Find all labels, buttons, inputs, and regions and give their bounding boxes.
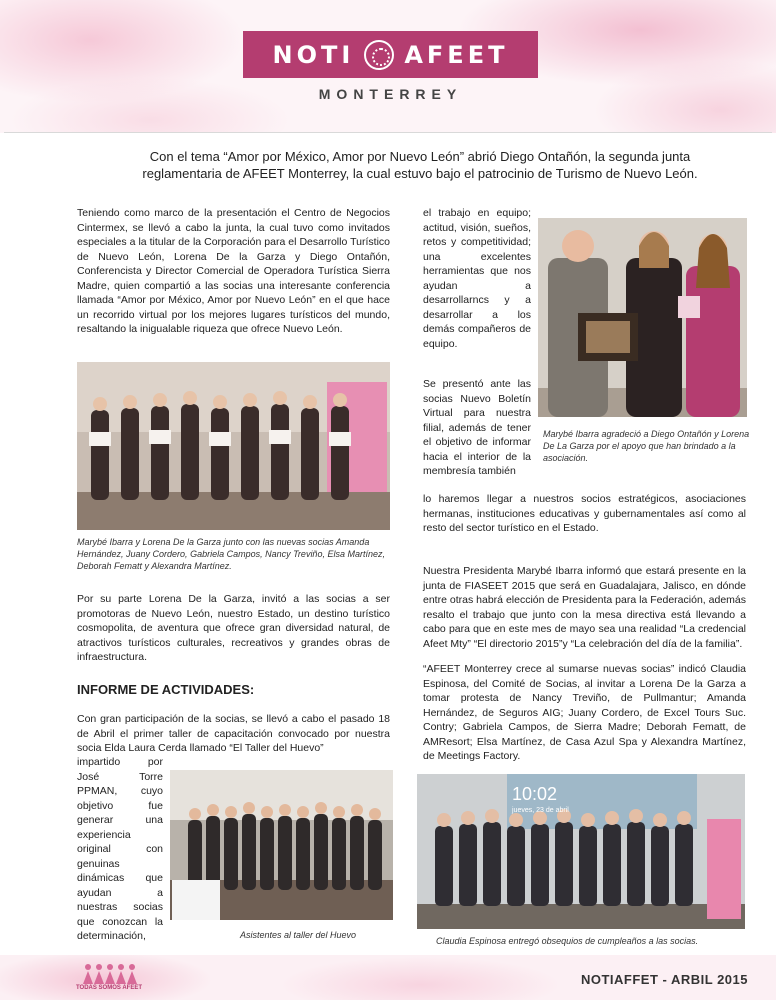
- article-paragraph-3: Con gran participación de la socias, se llevó a cabo el pasado 18 de Abril el primer taller de capacitación convocado por nuestra socia Elda Laura Cerda llamado “El Taller del Huevo”: [77, 713, 390, 754]
- masthead-title-right: AFEET: [404, 40, 509, 69]
- footer-issue: NOTIAFFET - ARBIL 2015: [580, 972, 748, 987]
- caption-birthday-gifts: Claudia Espinosa entregó obsequios de cumpleaños a las socias.: [436, 936, 699, 946]
- footer-logo-text: TODAS SOMOS AFEET: [75, 985, 142, 991]
- photo-new-members: [77, 362, 390, 530]
- article-paragraph-1: Teniendo como marco de la presentación el Centro de Negocios Cintermex, se llevó a cabo la junta, la cual tuvo como invitados especiales a la titular de la Corporación para el Desarrollo Turístico de Nuevo León, Lorena De la Garza y Diego Ontañón, Conferencista y Director Comercial de Operadora Turística Sierra Madre, quien compartió a las socias una interesante conferencia llamada “Amor por México, Amor por Nuevo León” en el que hace un recorrido virtual por los mejores lugares turísticos del mundo, resaltando la inigualable riqueza que ofrece Nuevo León.: [77, 207, 390, 335]
- article-paragraph-6: lo haremos llegar a nuestros socios estratégicos, asociaciones hermanas, instituciones educativas y gubernamentales así como al resto del sector turístico en el Estado.: [423, 493, 746, 534]
- screen-date-text: jueves, 23 de abril: [512, 807, 569, 814]
- photo-gift-presentation: [538, 218, 747, 417]
- header-divider: [4, 132, 772, 133]
- article-paragraph-3-narrow: impartido por José Torre PPMAN, cuyo objetivo fue generar una experiencia original con genuinas dinámicas que ayudan a nuestras socias que conozcan la determinación,: [77, 756, 163, 942]
- article-paragraph-7: Nuestra Presidenta Marybé Ibarra informó que estará presente en la junta de FIASEET 2015 que será en Guadalajara, Jalisco, en dónde entre otras habrá elección de Presidenta para la Federación, además resalto el trabajo que junto con la mesa directiva está llevando a cabo para que en este mes de mayo sea una realidad “La credencial Afeet Mty” “El directorio 2015”y “La celebración del día de la familia”.: [423, 565, 746, 650]
- photo-birthday-gifts: [417, 774, 745, 929]
- caption-workshop: Asistentes al taller del Huevo: [240, 930, 357, 940]
- article-paragraph-8: “AFEET Monterrey crece al sumarse nuevas socias” indicó Claudia Espinosa, del Comité de Socias, al invitar a Lorena De la Garza a tomar protesta de Nancy Treviño, de Pullmantur; Amanda Hernández, de Seguros AIG; Juany Cordero, de Excel Tours Suc. Contry; Gabriela Campos, de Sierra Madre; Deborah Fematt, de AMResort; Elsa Martínez, de Casa Azul Spa y Alexandra Martínez, de Meetings Factory.: [423, 663, 746, 762]
- article-paragraph-5-narrow: Se presentó ante las socias Nuevo Boletín Virtual para nuestra filial, además de tener el objetivo de informar hacia el interior de la membresía también: [423, 378, 531, 477]
- masthead-subtitle: MONTERREY: [318, 86, 463, 102]
- article-paragraph-2: Por su parte Lorena De la Garza, invitó a las socias a ser promotoras de Nuevo León, nuestro Estado, un destino turístico cosmopolita, de aventura que ofrece gran diversidad natural, de atractivos turísticos culturales, recreativos y grandes obras de infraestructura.: [77, 593, 390, 663]
- screen-time-text: 10:02: [512, 784, 558, 804]
- masthead-title-left: NOTI: [272, 40, 355, 69]
- article-paragraph-4-narrow: el trabajo en equipo; actitud, visión, sueños, retos y competitividad; una excelentes herramientas que nos ayudan a desarrollarncs y a desarrollar a los demás compañeros de equipo.: [423, 207, 531, 350]
- caption-gift-presentation: Marybé Ibarra agradeció a Diego Ontañón y Lorena De La Garza por el apoyo que han brindado a la asociación.: [543, 429, 750, 463]
- section-heading: INFORME DE ACTIVIDADES:: [77, 682, 255, 697]
- afeet-seal-icon: [364, 40, 394, 70]
- masthead-banner: [243, 31, 538, 78]
- photo-workshop: [170, 770, 393, 920]
- intro-text: Con el tema “Amor por México, Amor por Nuevo León” abrió Diego Ontañón, la segunda junta reglamentaria de AFEET Monterrey, la cual estuvo bajo el patrocinio de Turismo de Nuevo León.: [142, 149, 698, 181]
- caption-new-members: Marybé Ibarra y Lorena De la Garza junto con las nuevas socias Amanda Hernández, Juany Cordero, Gabriela Campos, Nancy Treviño, Elsa Martínez, Deborah Fematt y Alexandra Martínez.: [77, 537, 385, 571]
